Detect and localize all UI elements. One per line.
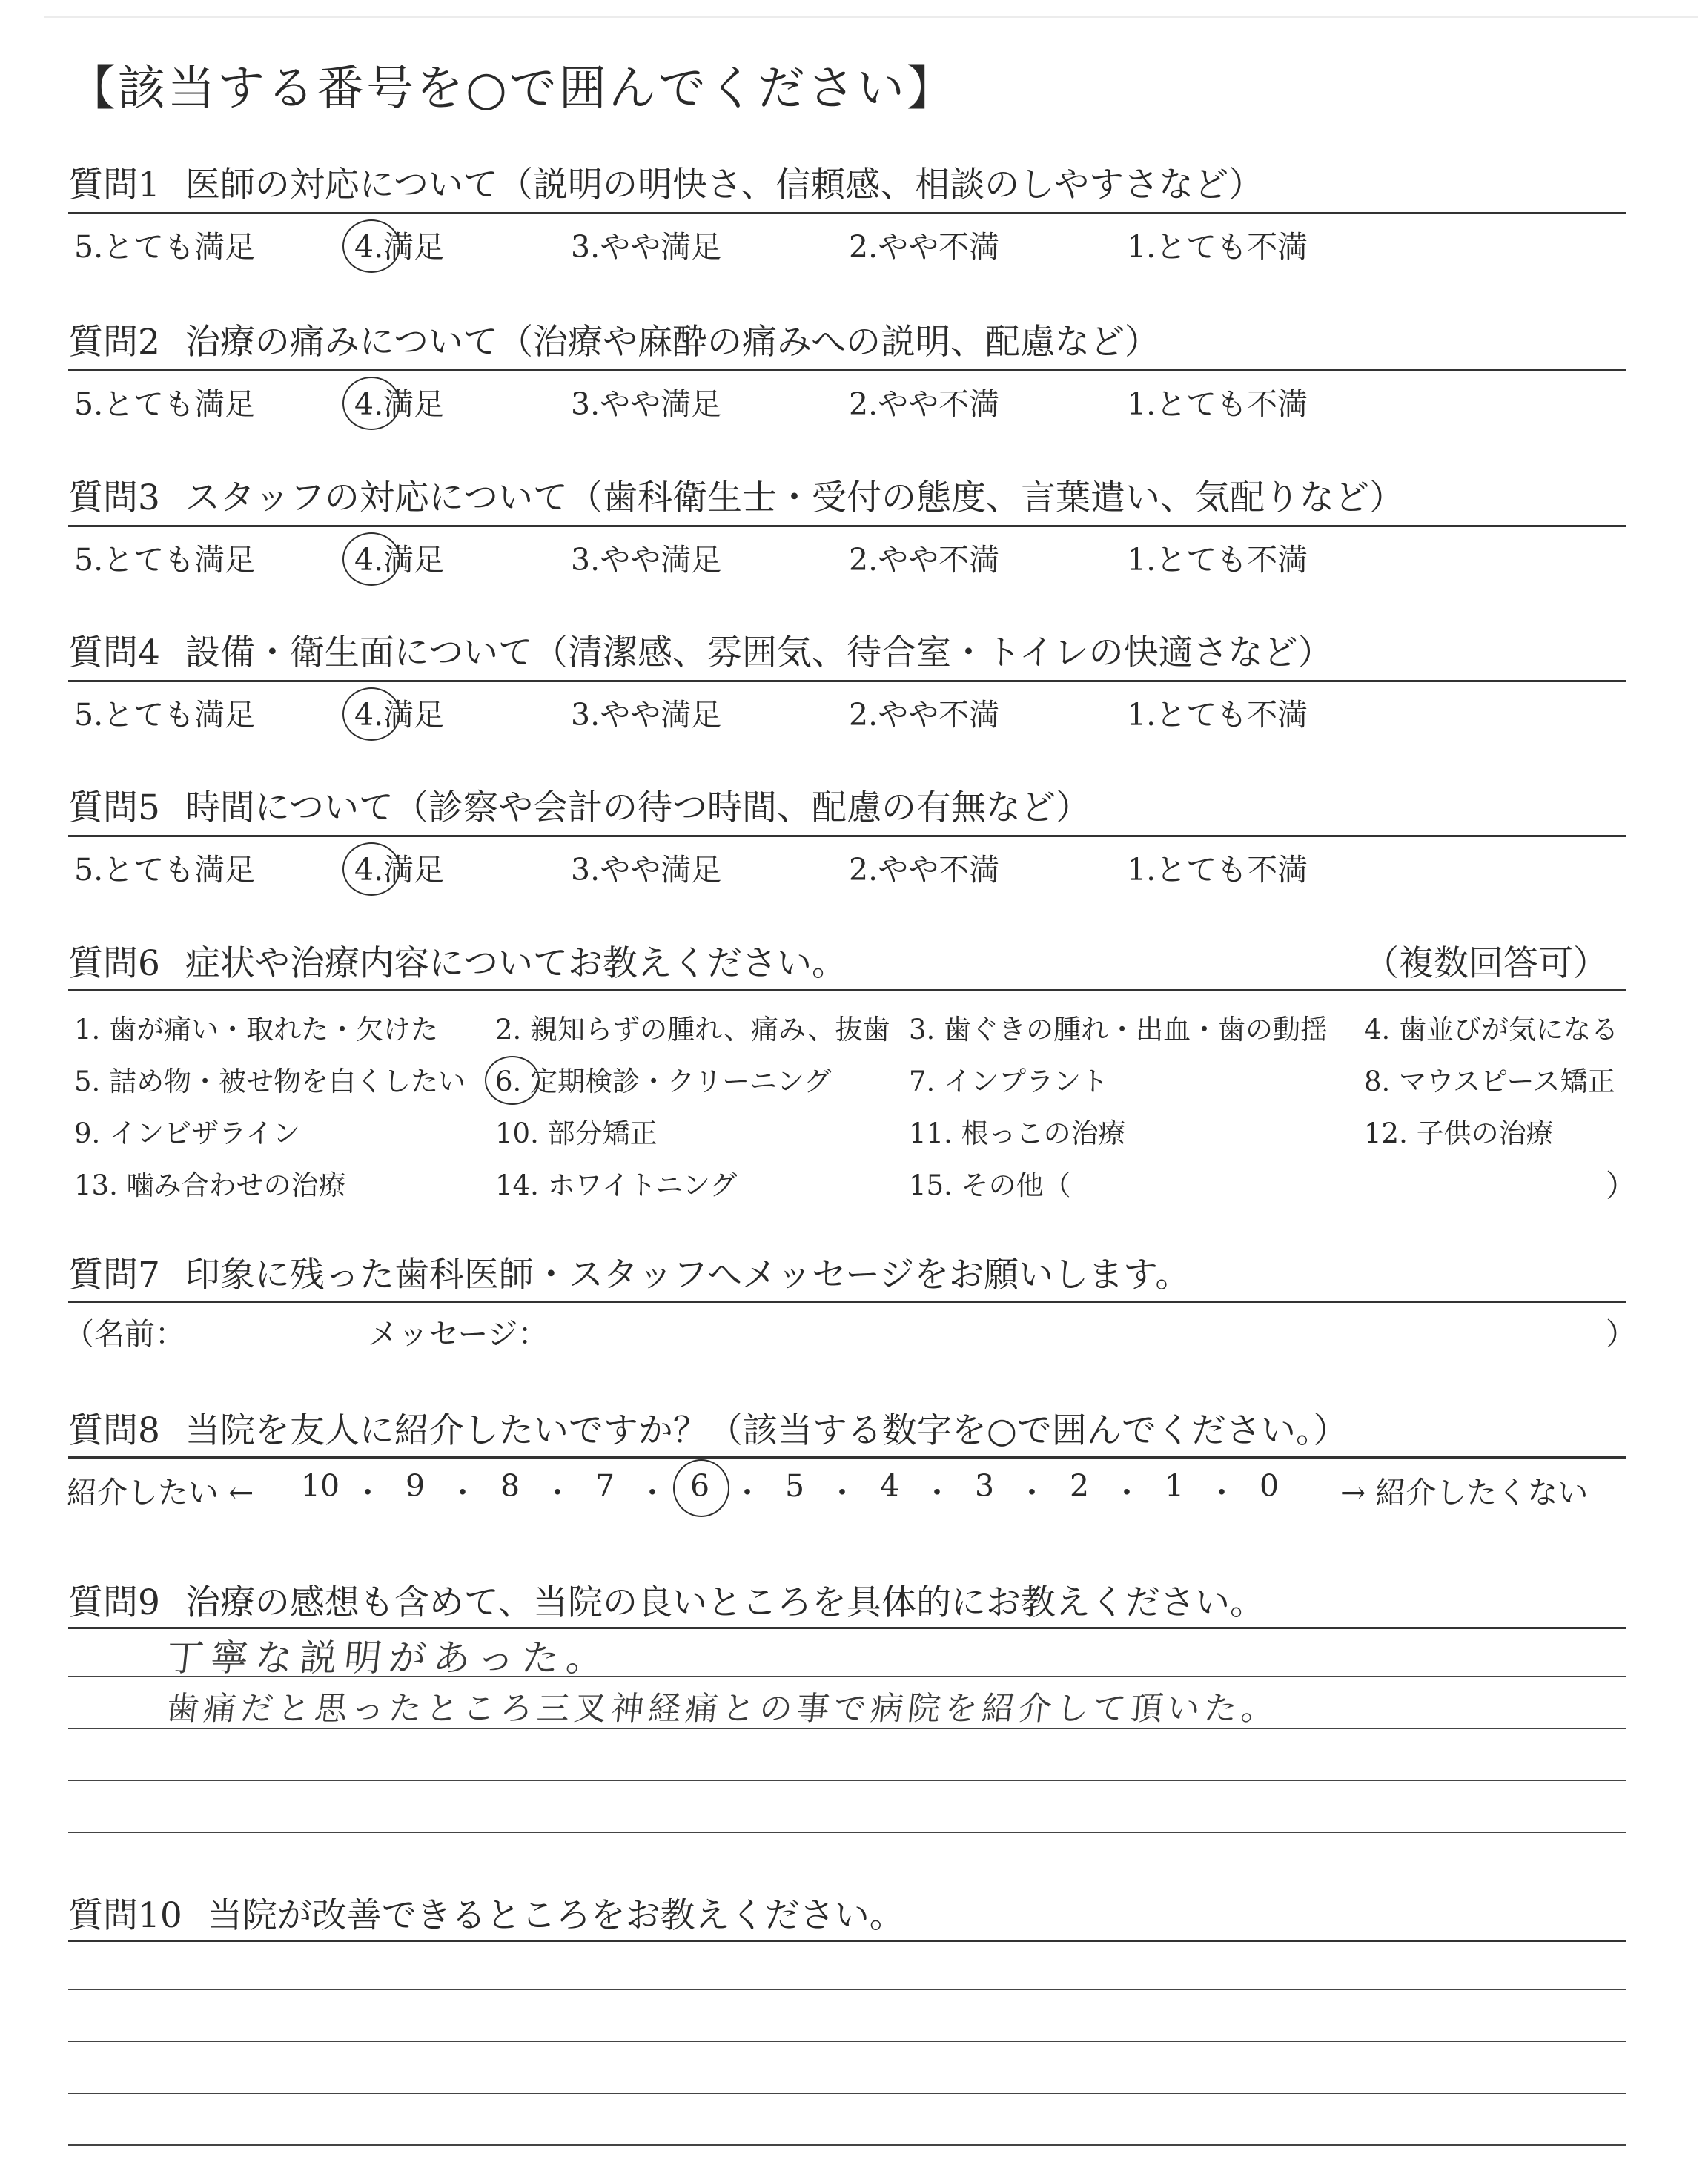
scale-separator: ・ (827, 1475, 858, 1510)
symptom-option[interactable]: 10. 部分矯正 (495, 1117, 658, 1149)
scale-separator: ・ (1111, 1475, 1142, 1510)
selected-circle (342, 687, 400, 741)
symptom-option[interactable]: 3. 歯ぐきの腫れ・出血・歯の動揺 (909, 1014, 1328, 1046)
question-text: 当院が改善できるところをお教えください。 (207, 1895, 904, 1936)
top-edge-line (44, 16, 1698, 18)
question-divider (68, 525, 1626, 527)
question-divider (68, 680, 1626, 682)
rating-option[interactable]: 4.満足 (354, 852, 445, 888)
answer-line (68, 2093, 1626, 2094)
symptom-option[interactable]: 13. 噛み合わせの治療 (74, 1169, 346, 1201)
rating-option[interactable]: 2.やや不満 (849, 542, 1000, 578)
message-close-paren: ） (1606, 1316, 1636, 1352)
page-title: 【該当する番号を○で囲んでください】 (68, 62, 956, 116)
answer-line (68, 1780, 1626, 1781)
question-text: 当院を友人に紹介したいですか？（該当する数字を○で囲んでください。） (185, 1410, 1348, 1451)
question-text: 治療の痛みについて（治療や麻酔の痛みへの説明、配慮など） (185, 322, 1160, 363)
question-divider (68, 212, 1626, 214)
question-title (68, 470, 1404, 520)
question-number: 質問10 (68, 1895, 182, 1936)
question-number: 質問8 (68, 1410, 160, 1451)
symptom-option[interactable]: 11. 根っこの治療 (909, 1117, 1126, 1149)
scale-separator: ・ (1206, 1475, 1237, 1510)
selected-circle (342, 842, 400, 896)
selected-circle (342, 219, 400, 273)
scale-number[interactable]: 10 (300, 1468, 340, 1504)
scale-number[interactable]: 1 (1164, 1468, 1185, 1504)
rating-option[interactable]: 5.とても満足 (74, 697, 256, 733)
question-text: スタッフの対応について（歯科衛生士・受付の態度、言葉遣い、気配りなど） (185, 478, 1404, 518)
scale-separator: ・ (447, 1475, 478, 1510)
handwritten-answer-line[interactable]: 丁寧な説明があった。 (164, 1636, 614, 1680)
selected-circle (673, 1459, 729, 1517)
question-number: 質問1 (68, 165, 160, 205)
question-text: 医師の対応について（説明の明快さ、信頼感、相談のしやすさなど） (185, 165, 1264, 205)
scale-number[interactable]: 4 (879, 1468, 900, 1504)
handwritten-answer-line[interactable]: 歯痛だと思ったところ三叉神経痛との事で病院を紹介して頂いた。 (164, 1690, 1281, 1728)
name-label: （名前： (64, 1316, 185, 1352)
scale-separator: ・ (352, 1475, 383, 1510)
question-title (68, 314, 1159, 364)
symptom-option[interactable]: 7. インプラント (909, 1066, 1109, 1097)
scale-number[interactable]: 2 (1069, 1468, 1090, 1504)
question-divider (68, 1940, 1626, 1942)
symptom-option[interactable]: 9. インビザライン (74, 1117, 300, 1149)
selected-circle (342, 532, 400, 586)
answer-line (68, 1989, 1626, 1990)
scale-number[interactable]: 5 (784, 1468, 805, 1504)
selected-circle (485, 1056, 540, 1105)
question-number: 質問2 (68, 322, 160, 363)
rating-option[interactable]: 2.やや不満 (849, 386, 1000, 422)
symptom-option[interactable]: 4. 歯並びが気になる (1364, 1014, 1619, 1046)
rating-option[interactable]: 1.とても不満 (1127, 229, 1308, 265)
symptom-option[interactable]: 6. 定期検診・クリーニング (495, 1066, 832, 1097)
scale-separator: ・ (921, 1475, 953, 1510)
scale-number[interactable]: 0 (1259, 1468, 1280, 1504)
rating-option[interactable]: 4.満足 (354, 386, 445, 422)
rating-option[interactable]: 2.やや不満 (849, 852, 1000, 888)
symptom-option[interactable]: 14. ホワイトニング (495, 1169, 738, 1201)
symptom-option[interactable]: 8. マウスピース矯正 (1364, 1066, 1615, 1097)
question-number: 質問7 (68, 1255, 160, 1295)
answer-line (68, 1832, 1626, 1833)
rating-option[interactable]: 3.やや満足 (571, 542, 722, 578)
question-text: 治療の感想も含めて、当院の良いところを具体的にお教えください。 (185, 1582, 1265, 1623)
question-title (68, 157, 1263, 207)
question-title (68, 1575, 1265, 1625)
scale-number[interactable]: 9 (405, 1468, 426, 1504)
answer-line (68, 2144, 1626, 2146)
question-divider (68, 835, 1626, 837)
rating-option[interactable]: 4.満足 (354, 542, 445, 578)
question-divider (68, 1456, 1626, 1459)
scale-separator: ・ (1016, 1475, 1047, 1510)
question-text: 症状や治療内容についてお教えください。 (185, 943, 847, 984)
scale-separator: ・ (637, 1475, 668, 1510)
question-number: 質問4 (68, 633, 160, 673)
question-number: 質問6 (68, 943, 160, 984)
scale-separator: ・ (542, 1475, 573, 1510)
rating-option[interactable]: 2.やや不満 (849, 697, 1000, 733)
rating-option[interactable]: 5.とても満足 (74, 229, 256, 265)
scale-number[interactable]: 7 (595, 1468, 615, 1504)
scale-number[interactable]: 6 (689, 1468, 710, 1504)
question-divider (68, 369, 1626, 371)
question-title (68, 936, 847, 985)
question-title (68, 1403, 1348, 1453)
rating-option[interactable]: 4.満足 (354, 697, 445, 733)
scale-number[interactable]: 3 (974, 1468, 995, 1504)
question-text: 設備・衛生面について（清潔感、雰囲気、待合室・トイレの快適さなど） (185, 633, 1333, 673)
rating-option[interactable]: 1.とても不満 (1127, 542, 1308, 578)
recommend-right-label: → 紹介したくない (1340, 1475, 1589, 1510)
recommend-left-label: 紹介したい ← (67, 1475, 254, 1510)
multiple-answer-note: （複数回答可） (1364, 943, 1608, 984)
rating-option[interactable]: 1.とても不満 (1127, 697, 1308, 733)
rating-option[interactable]: 5.とても満足 (74, 386, 256, 422)
rating-option[interactable]: 3.やや満足 (571, 229, 722, 265)
rating-option[interactable]: 5.とても満足 (74, 852, 256, 888)
question-number: 質問9 (68, 1582, 160, 1623)
question-number: 質問5 (68, 787, 160, 828)
rating-option[interactable]: 2.やや不満 (849, 229, 1000, 265)
symptom-option[interactable]: 12. 子供の治療 (1364, 1117, 1554, 1149)
rating-option[interactable]: 3.やや満足 (571, 852, 722, 888)
rating-option[interactable]: 5.とても満足 (74, 542, 256, 578)
other-close-paren: ） (1606, 1168, 1636, 1203)
rating-option[interactable]: 3.やや満足 (571, 697, 722, 733)
rating-option[interactable]: 4.満足 (354, 229, 445, 265)
scale-number[interactable]: 8 (500, 1468, 520, 1504)
question-title (68, 625, 1333, 675)
symptom-option[interactable]: 1. 歯が痛い・取れた・欠けた (74, 1014, 439, 1046)
question-title (68, 1247, 1190, 1297)
symptom-option[interactable]: 2. 親知らずの腫れ、痛み、抜歯 (495, 1014, 890, 1046)
question-divider (68, 989, 1626, 991)
answer-line (68, 2041, 1626, 2042)
selected-circle (342, 377, 400, 430)
question-title (68, 1888, 904, 1938)
question-text: 印象に残った歯科医師・スタッフへメッセージをお願いします。 (185, 1255, 1191, 1295)
symptom-option[interactable]: 15. その他（ (909, 1169, 1071, 1201)
question-number: 質問3 (68, 478, 160, 518)
rating-option[interactable]: 1.とても不満 (1127, 386, 1308, 422)
symptom-option[interactable]: 5. 詰め物・被せ物を白くしたい (74, 1066, 466, 1097)
rating-option[interactable]: 3.やや満足 (571, 386, 722, 422)
question-title (68, 780, 1090, 830)
message-label: メッセージ： (368, 1316, 549, 1352)
rating-option[interactable]: 1.とても不満 (1127, 852, 1308, 888)
question-text: 時間について（診察や会計の待つ時間、配慮の有無など） (185, 787, 1090, 828)
scale-separator: ・ (732, 1475, 763, 1510)
question-divider (68, 1301, 1626, 1303)
